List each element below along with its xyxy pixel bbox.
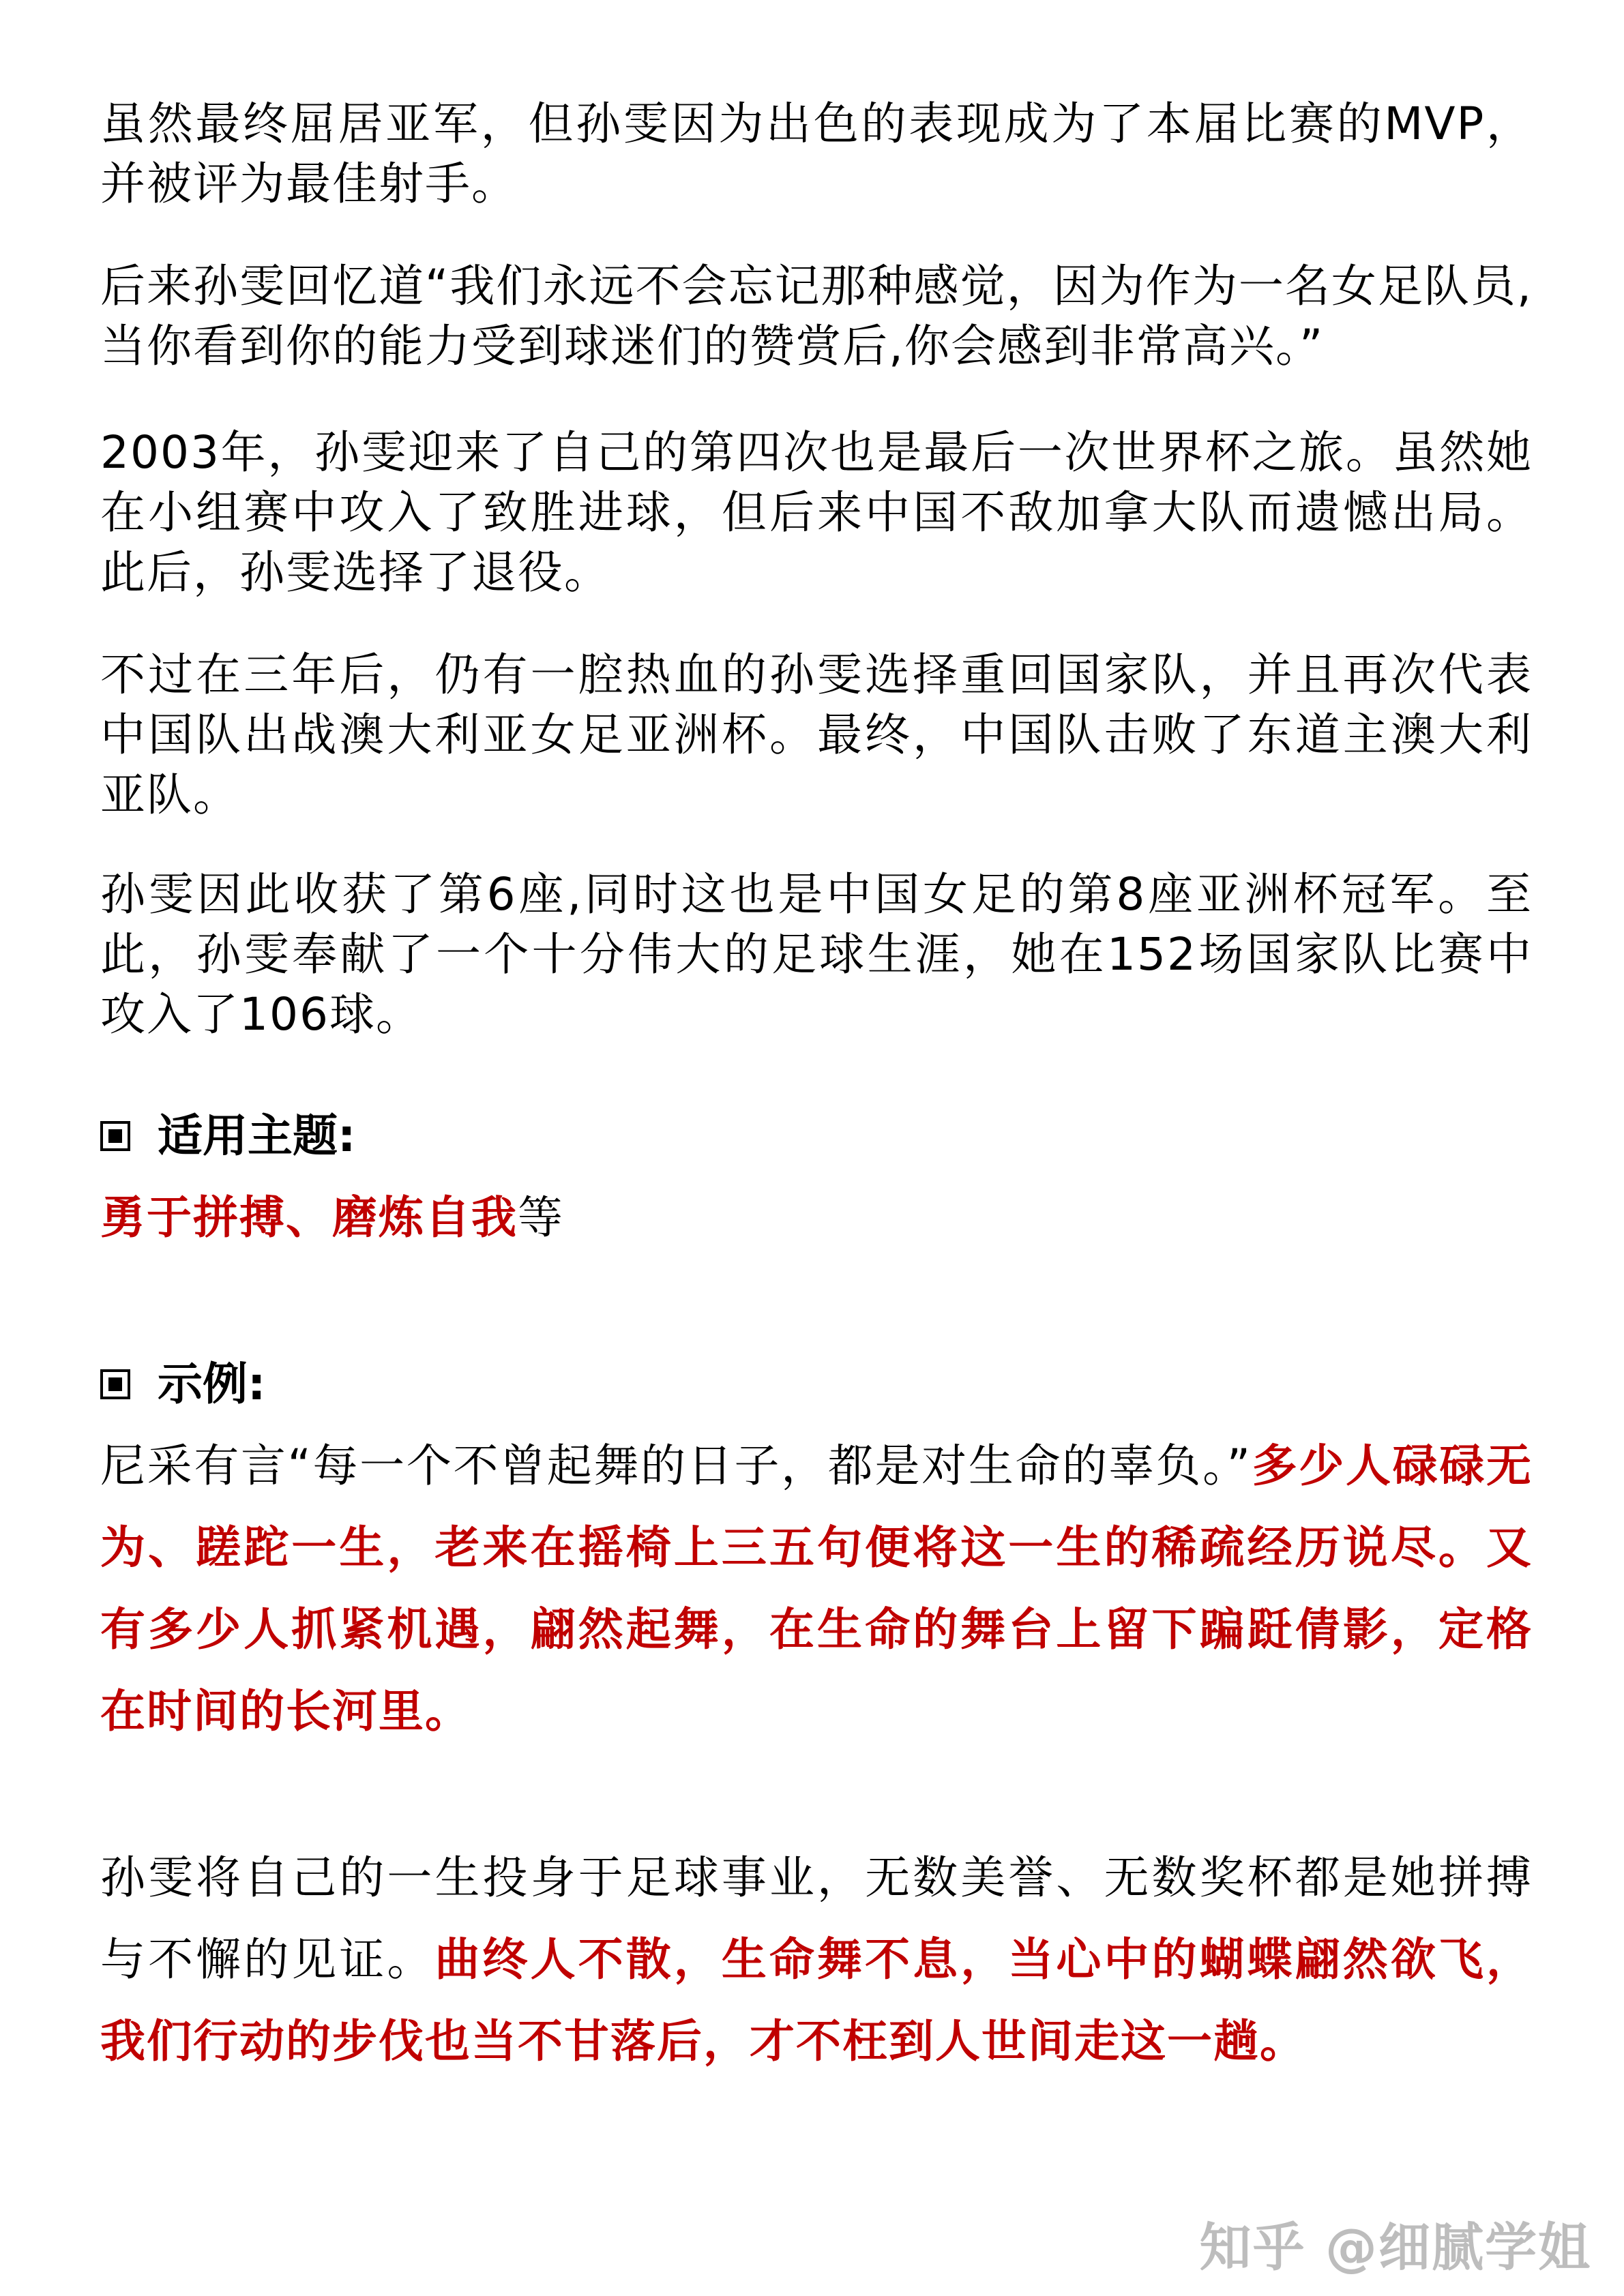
example1-quote: 尼采有言“每一个不曾起舞的日子，都是对生命的辜负。” bbox=[100, 1440, 1252, 1492]
paragraph-return: 不过在三年后，仍有一腔热血的孙雯选择重回国家队，并且再次代表中国队出战澳大利亚女足亚洲杯。最终，中国队击败了东道主澳大利亚队。 bbox=[100, 648, 1533, 821]
example2-highlight: 曲终人不散，生命舞不息，当心中的蝴蝶翩然欲飞，我们行动的步伐也当不甘落后，才不枉到人世间走这一趟。 bbox=[100, 1933, 1533, 2068]
themes-content bbox=[100, 1188, 1533, 1248]
example1-highlight: 多少人碌碌无为、蹉跎一生，老来在摇椅上三五句便将这一生的稀疏经历说尽。又有多少人抓紧机遇，翩然起舞，在生命的舞台上留下蹁跹倩影，定格在时间的长河里。 bbox=[100, 1440, 1533, 1738]
paragraph-quote: 后来孙雯回忆道“我们永远不会忘记那种感觉，因为作为一名女足队员,当你看到你的能力受到球迷们的赞赏后,你会感到非常高兴。” bbox=[100, 260, 1533, 372]
paragraph-mvp: 虽然最终屈居亚军，但孙雯因为出色的表现成为了本届比赛的MVP，并被评为最佳射手。 bbox=[100, 98, 1533, 210]
paragraph-career: 孙雯因此收获了第6座,同时这也是中国女足的第8座亚洲杯冠军。至此，孙雯奉献了一个十分伟大的足球生涯，她在152场国家队比赛中攻入了106球。 bbox=[100, 868, 1533, 1041]
themes-suffix: 等 bbox=[518, 1191, 564, 1244]
example-paragraph-1 bbox=[100, 1425, 1533, 1753]
example-heading bbox=[100, 1354, 1533, 1414]
watermark: 知乎 @细腻学姐 bbox=[1199, 2217, 1591, 2278]
example-paragraph-2 bbox=[100, 1837, 1533, 2083]
themes-highlight: 勇于拼搏、磨炼自我 bbox=[100, 1191, 518, 1244]
square-bullet-icon bbox=[100, 1369, 130, 1399]
example2-plain: 孙雯将自己的一生投身于足球事业，无数美誉、无数奖杯都是她拼搏与不懈的见证。 bbox=[100, 1851, 1533, 1986]
square-bullet-icon bbox=[100, 1121, 130, 1151]
paragraph-2003: 2003年，孙雯迎来了自己的第四次也是最后一次世界杯之旅。虽然她在小组赛中攻入了致胜进球，但后来中国不敌加拿大队而遗憾出局。此后，孙雯选择了退役。 bbox=[100, 426, 1533, 599]
example-heading-label: 示例: bbox=[158, 1358, 266, 1410]
themes-heading bbox=[100, 1106, 1533, 1166]
themes-heading-label: 适用主题: bbox=[158, 1109, 356, 1162]
